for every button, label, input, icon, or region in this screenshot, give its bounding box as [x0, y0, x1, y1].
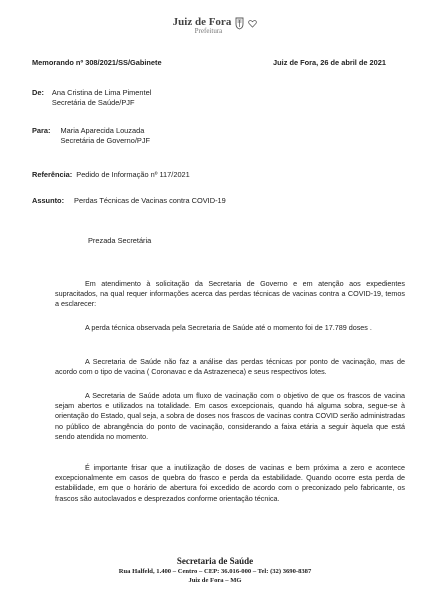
reference-label: Referência:	[32, 170, 73, 179]
paragraph-1: Em atendimento à solicitação da Secretaria de Governo e em atenção aos expedientes supracitados, na qual requer informações acerca das perdas técnicas de vacinas contra a COVID-19, temos a esclarecer:	[55, 279, 405, 309]
reference-value: Pedido de Informação nº 117/2021	[76, 170, 190, 179]
footer-city: Juiz de Fora – MG	[188, 577, 242, 584]
to-name: Maria Aparecida Louzada	[60, 126, 145, 135]
paragraph-3: A Secretaria de Saúde não faz a análise das perdas técnicas por ponto de vacinação, mas de acordo com o tipo de vacina ( Coronavac e da Astrazeneca) e seus respectivos lotes.	[55, 357, 405, 377]
crest-icon	[235, 17, 244, 30]
subject-line	[32, 196, 226, 206]
footer-address: Rua Halfeld, 1.400 – Centro – CEP: 36.016-000 – Tel: (32) 3690-8387	[118, 568, 312, 575]
logo-title: Juiz de Fora	[172, 16, 232, 28]
to-label: Para:	[32, 126, 51, 135]
paragraph-2: A perda técnica observada pela Secretaria de Saúde até o momento foi de 17.789 doses .	[85, 323, 372, 332]
reference-line	[32, 170, 190, 180]
paragraph-5: É importante frisar que a inutilização de doses de vacinas e bem próxima a zero e acontece excepcionalmente em casos de quebra do frasco e perda da estabilidade. Quando ocorre esta perda de estabilidade, em que o horário de abertura foi excedido de acordo com o preconizado pelo fabricante, os frascos são autoclavados e desprezados conforme orientação técnica.	[55, 463, 405, 503]
subject-value: Perdas Técnicas de Vacinas contra COVID-19	[74, 196, 226, 205]
heart-icon	[248, 19, 257, 28]
footer-title: Secretaria de Saúde	[176, 556, 254, 566]
to-title: Secretária de Governo/PJF	[60, 135, 151, 145]
prefeitura-logo	[0, 12, 430, 35]
to-block	[32, 126, 150, 146]
memo-number: Memorando nº 308/2021/SS/Gabinete	[32, 58, 162, 67]
from-label: De:	[32, 88, 44, 97]
from-title: Secretária de Saúde/PJF	[51, 97, 135, 107]
from-block	[32, 88, 151, 108]
paragraph-4: A Secretaria de Saúde adota um fluxo de vacinação com o objetivo de que os frascos de vacina sejam abertos e utilizados na totalidade. Em casos excepcionais, quando há alguma sobra, segue-se à orientação do Estado, qual seja, a sobra de doses nos frascos de vacinas contra COVID serão administradas no público de abrangência do ponto de vacinação, considerando a faixa etária a seguir àquela que está sendo atendida no momento.	[55, 391, 405, 441]
from-name: Ana Cristina de Lima Pimentel	[51, 88, 152, 97]
memo-date: Juiz de Fora, 26 de abril de 2021	[273, 58, 386, 67]
logo-subtitle: Prefeitura	[194, 27, 223, 35]
greeting: Prezada Secretária	[88, 236, 152, 245]
subject-label: Assunto:	[32, 196, 65, 205]
